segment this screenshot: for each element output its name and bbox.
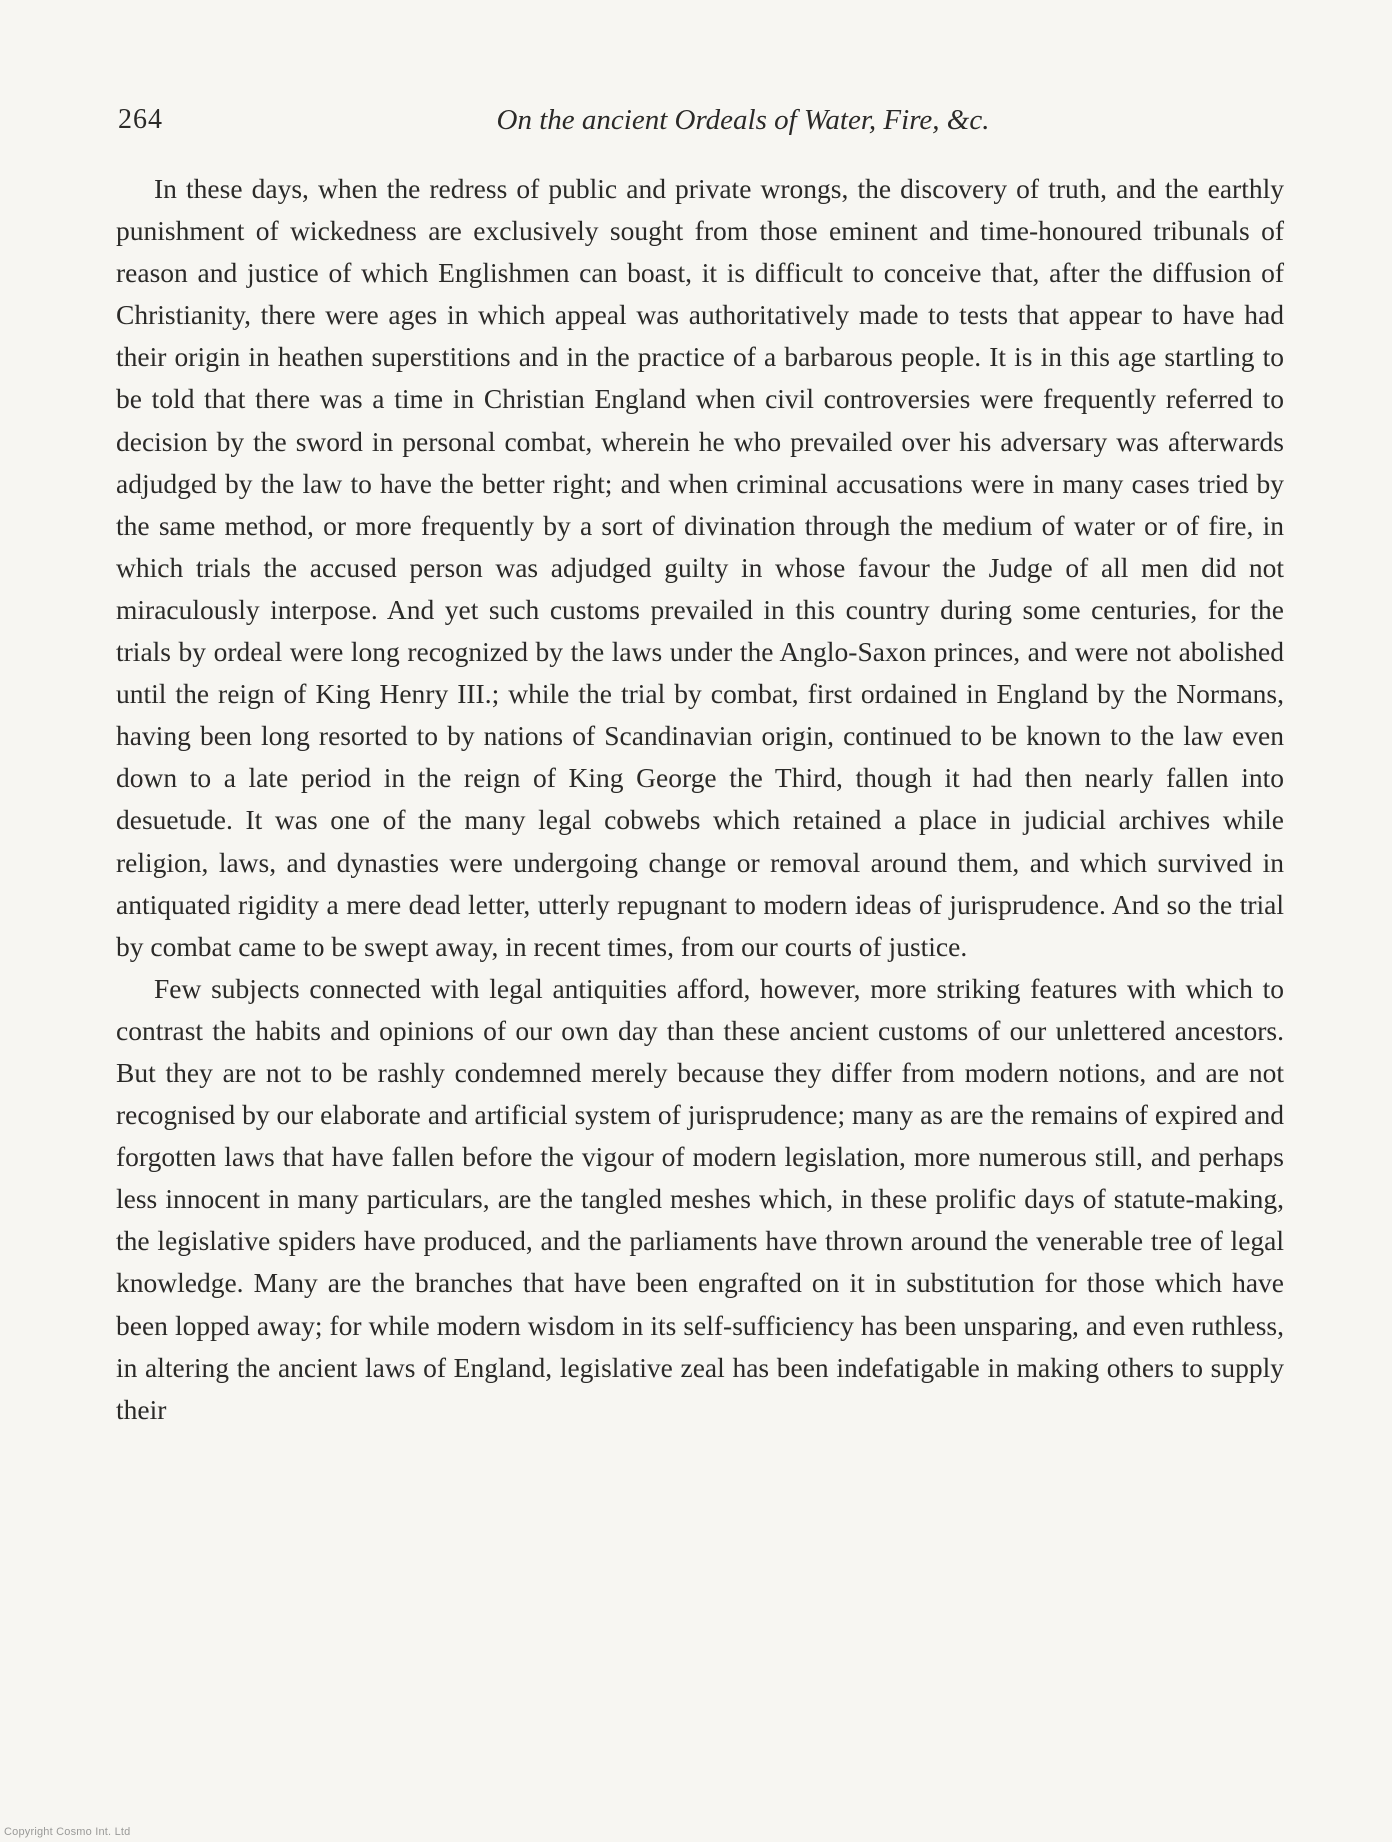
page-header bbox=[118, 104, 1278, 148]
paragraph: Few subjects connected with legal antiquities afford, however, more striking features with which to contrast the habits and opinions of our own day than these ancient customs of our unlettered ancestors. But they are not to be rashly condemned merely because they differ from modern notions, and are not recognised by our elaborate and artificial system of jurisprudence; many as are the remains of expired and forgotten laws that have fallen before the vigour of modern legislation, more numerous still, and perhaps less innocent in many particulars, are the tangled meshes which, in these prolific days of statute-making, the legislative spiders have produced, and the parliaments have thrown around the venerable tree of legal knowledge. Many are the branches that have been engrafted on it in substitution for those which have been lopped away; for while modern wisdom in its self-sufficiency has been unsparing, and even ruthless, in altering the ancient laws of England, legislative zeal has been indefatigable in making others to supply their bbox=[116, 972, 1284, 1425]
page-number: 264 bbox=[118, 104, 163, 135]
copyright-watermark: Copyright Cosmo Int. Ltd bbox=[4, 1826, 131, 1838]
body-text bbox=[116, 168, 1284, 1431]
paragraph: In these days, when the redress of public and private wrongs, the discovery of truth, and the earthly punishment of wickedness are exclusively sought from those eminent and time-honoured tribunals of reason and justice of which Englishmen can boast, it is difficult to conceive that, after the diffusion of Christianity, there were ages in which appeal was authoritatively made to tests that appear to have had their origin in heathen superstitions and in the practice of a barbarous people. It is in this age startling to be told that there was a time in Christian England when civil controversies were frequently referred to decision by the sword in personal combat, wherein he who prevailed over his adversary was afterwards adjudged by the law to have the better right; and when criminal accusations were in many cases tried by the same method, or more frequently by a sort of divination through the medium of water or of fire, in which trials the accused person was adjudged guilty in whose favour the Judge of all men did not miraculously interpose. And yet such customs prevailed in this country during some centuries, for the trials by ordeal were long recognized by the laws under the Anglo-Saxon princes, and were not abolished until the reign of King Henry III.; while the trial by combat, first ordained in England by the Normans, having been long resorted to by nations of Scandinavian origin, continued to be known to the law even down to a late period in the reign of King George the Third, though it had then nearly fallen into desuetude. It was one of the many legal cobwebs which retained a place in judicial archives while religion, laws, and dynasties were undergoing change or removal around them, and which survived in antiquated rigidity a mere dead letter, utterly repugnant to modern ideas of jurisprudence. And so the trial by combat came to be swept away, in recent times, from our courts of justice. bbox=[116, 173, 1284, 962]
running-title: On the ancient Ordeals of Water, Fire, &c. bbox=[496, 104, 990, 136]
